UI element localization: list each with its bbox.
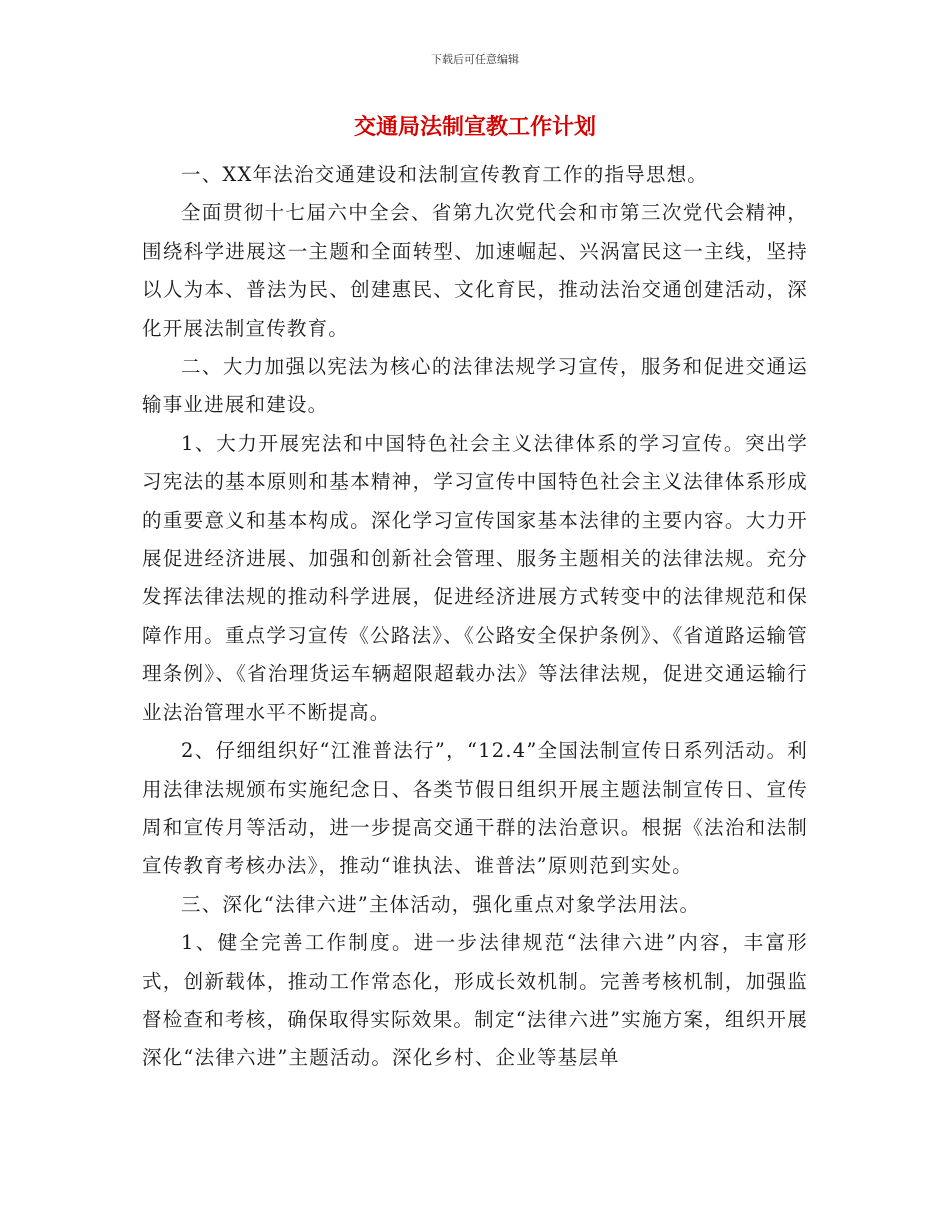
paragraph-constitution-study: 1、大力开展宪法和中国特色社会主义法律体系的学习宣传。突出学习宪法的基本原则和基本精神，学习宣传中国特色社会主义法律体系形成的重要意义和基本构成。深化学习宣传国家基本法律的主要内容。大力开展促进经济进展、加强和创新社会管理、服务主题相关的法律法规。充分发挥法律法规的推动科学进展，促进经济进展方式转变中的法律规范和保障作用。重点学习宣传《公路法》、《公路安全保护条例》、《省道路运输管理条例》、《省治理货运车辆超限超载办法》等法律法规，促进交通运输行业法治管理水平不断提高。 [142, 431, 808, 724]
paragraph-work-system: 1、健全完善工作制度。进一步法律规范“法律六进”内容，丰富形式，创新载体，推动工作常态化，形成长效机制。完善考核机制，加强监督检查和考核，确保取得实际效果。制定“法律六进”实施方案，组织开展深化“法律六进”主题活动。深化乡村、企业等基层单 [142, 931, 808, 1070]
paragraph-guiding-thought: 全面贯彻十七届六中全会、省第九次党代会和市第三次党代会精神，围绕科学进展这一主题和全面转型、加速崛起、兴涡富民这一主线，坚持以人为本、普法为民、创建惠民、文化育民，推动法治交通创建活动，深化开展法制宣传教育。 [142, 201, 808, 340]
paragraph-publicity-activities: 2、仔细组织好“江淮普法行”，“12.4”全国法制宣传日系列活动。利用法律法规颁布实施纪念日、各类节假日组织开展主题法制宣传日、宣传周和宣传月等活动，进一步提高交通干群的法治意识。根据《法治和法制宣传教育考核办法》，推动“谁执法、谁普法”原则范到实处。 [142, 739, 808, 878]
page-header: 下载后可任意编辑 [431, 53, 519, 66]
paragraph-guiding-thought-heading: 一、XX年法治交通建设和法制宣传教育工作的指导思想。 [181, 163, 708, 186]
document-title: 交通局法制宣教工作计划 [353, 114, 596, 140]
paragraph-section-two-heading: 二、大力加强以宪法为核心的法律法规学习宣传，服务和促进交通运输事业进展和建设。 [142, 355, 808, 417]
document-body [142, 156, 808, 1078]
paragraph-section-three-heading: 三、深化“法律六进”主体活动，强化重点对象学法用法。 [181, 892, 701, 916]
